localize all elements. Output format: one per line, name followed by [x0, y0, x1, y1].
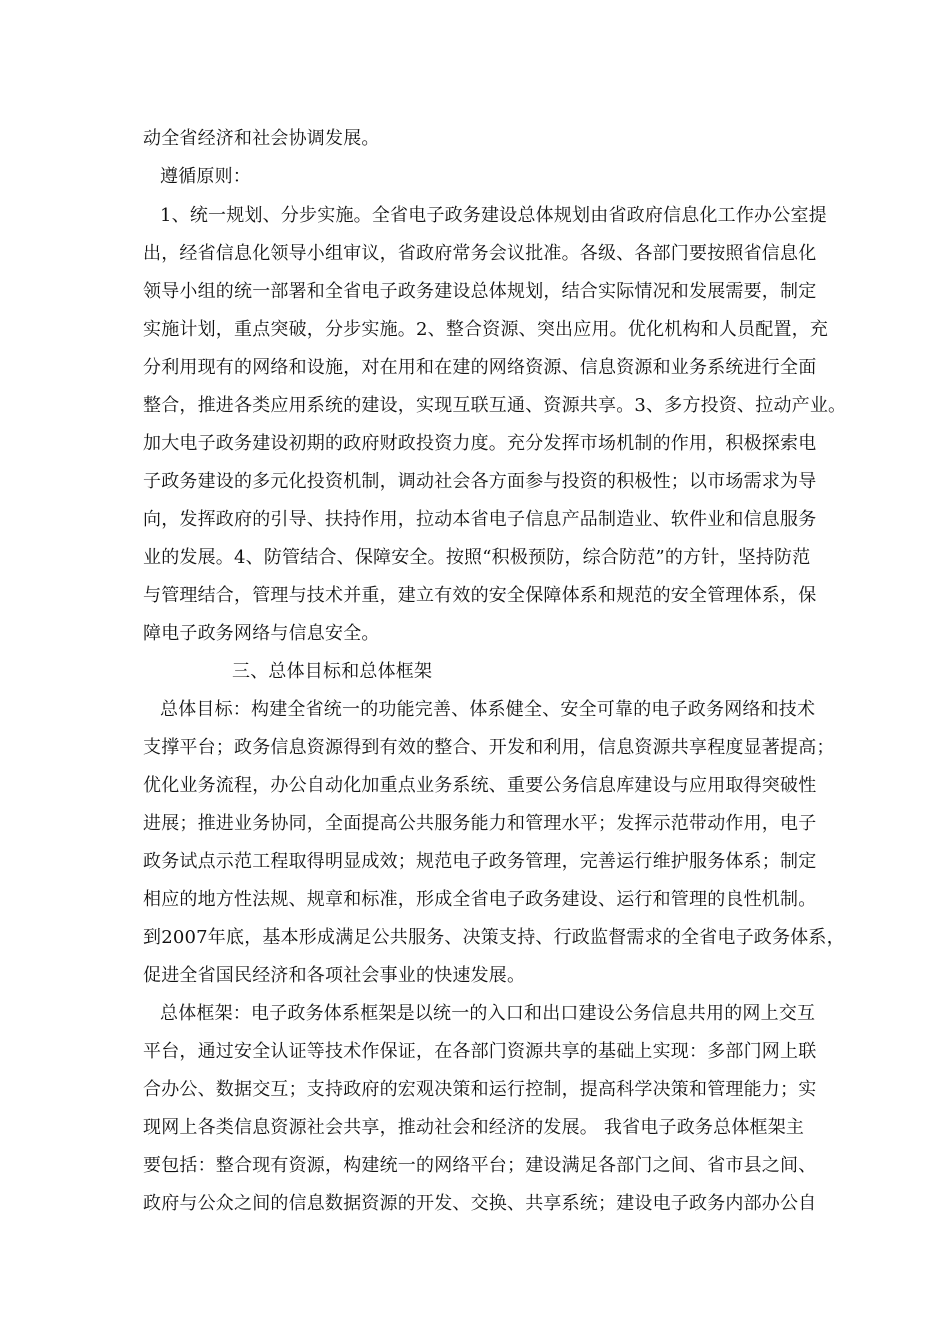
- text-line: 分利用现有的网络和设施，对在用和在建的网络资源、信息资源和业务系统进行全面: [143, 357, 817, 378]
- text-line: 与管理结合，管理与技术并重，建立有效的安全保障体系和规范的安全管理体系，保: [143, 585, 817, 606]
- text-line: 支撑平台；政务信息资源得到有效的整合、开发和利用，信息资源共享程度显著提高；: [143, 737, 835, 758]
- text-line: 进展；推进业务协同，全面提高公共服务能力和管理水平；发挥示范带动作用，电子: [143, 813, 817, 834]
- text-line: 现网上各类信息资源社会共享，推动社会和经济的发展。 我省电子政务总体框架主: [143, 1117, 805, 1138]
- text-line: 动全省经济和社会协调发展。: [143, 128, 380, 149]
- text-line: 总体框架：电子政务体系框架是以统一的入口和出口建设公务信息共用的网上交互: [160, 1003, 816, 1024]
- text-line: 合办公、数据交互；支持政府的宏观决策和运行控制，提高科学决策和管理能力；实: [143, 1079, 817, 1100]
- text-line: 出，经省信息化领导小组审议，省政府常务会议批准。各级、各部门要按照省信息化: [143, 243, 817, 264]
- text-line: 1、统一规划、分步实施。全省电子政务建设总体规划由省政府信息化工作办公室提: [160, 205, 827, 226]
- text-line: 实施计划，重点突破，分步实施。2、整合资源、突出应用。优化机构和人员配置，充: [143, 319, 829, 340]
- text-line: 平台，通过安全认证等技术作保证，在各部门资源共享的基础上实现：多部门网上联: [143, 1041, 817, 1062]
- text-line: 整合，推进各类应用系统的建设，实现互联互通、资源共享。3、多方投资、拉动产业。: [143, 395, 847, 416]
- text-line: 优化业务流程，办公自动化加重点业务系统、重要公务信息库建设与应用取得突破性: [143, 775, 817, 796]
- section-heading: 三、总体目标和总体框架: [232, 661, 433, 682]
- text-line: 子政务建设的多元化投资机制，调动社会各方面参与投资的积极性；以市场需求为导: [143, 471, 817, 492]
- text-line: 政务试点示范工程取得明显成效；规范电子政务管理，完善运行维护服务体系；制定: [143, 851, 817, 872]
- text-line: 相应的地方性法规、规章和标准，形成全省电子政务建设、运行和管理的良性机制。: [143, 889, 817, 910]
- text-line: 领导小组的统一部署和全省电子政务建设总体规划，结合实际情况和发展需要，制定: [143, 281, 817, 302]
- text-line: 到2007年底，基本形成满足公共服务、决策支持、行政监督需求的全省电子政务体系，: [143, 927, 845, 948]
- text-line: 加大电子政务建设初期的政府财政投资力度。充分发挥市场机制的作用，积极探索电: [143, 433, 817, 454]
- text-line: 要包括：整合现有资源，构建统一的网络平台；建设满足各部门之间、省市县之间、: [143, 1155, 817, 1176]
- section-label: 遵循原则：: [160, 166, 251, 187]
- text-line: 障电子政务网络与信息安全。: [143, 623, 380, 644]
- text-line: 总体目标：构建全省统一的功能完善、体系健全、安全可靠的电子政务网络和技术: [160, 699, 816, 720]
- text-line: 向，发挥政府的引导、扶持作用，拉动本省电子信息产品制造业、软件业和信息服务: [143, 509, 817, 530]
- text-line: 促进全省国民经济和各项社会事业的快速发展。: [143, 965, 526, 986]
- text-line: 业的发展。4、防管结合、保障安全。按照“积极预防，综合防范”的方针，坚持防范: [143, 547, 811, 568]
- text-line: 政府与公众之间的信息数据资源的开发、交换、共享系统；建设电子政务内部办公自: [143, 1193, 817, 1214]
